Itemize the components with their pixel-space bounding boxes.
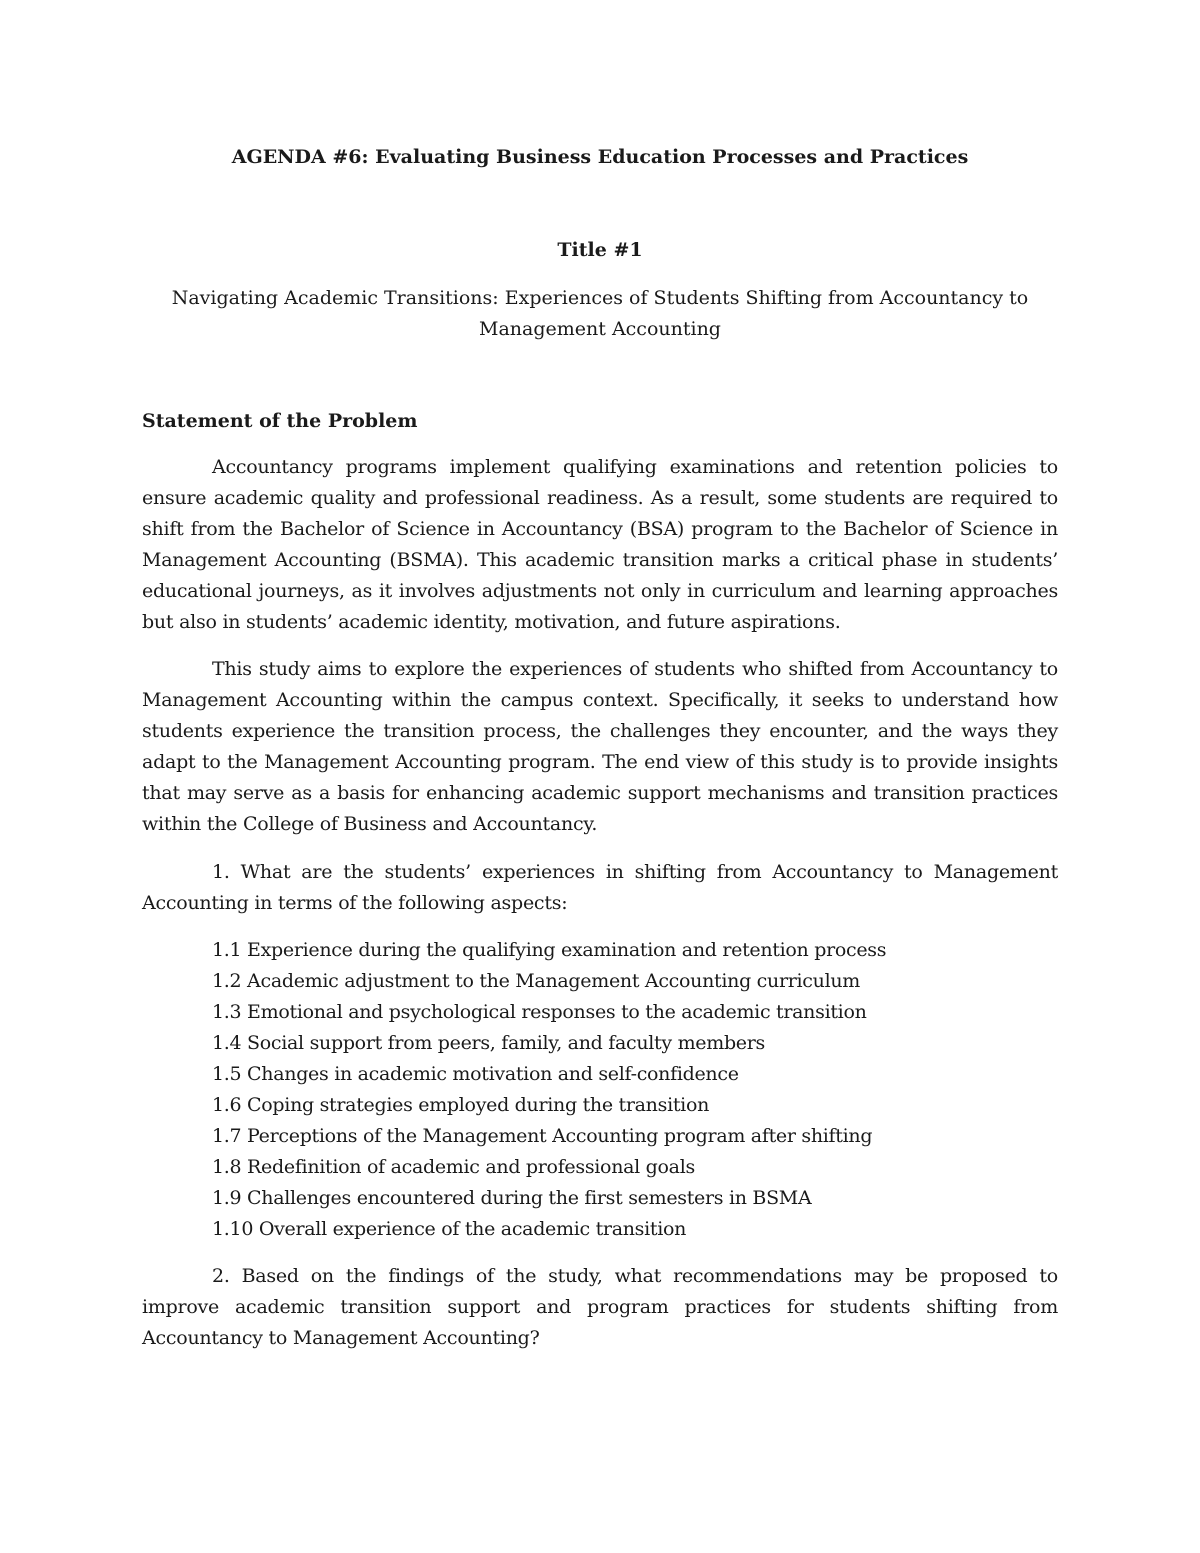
list-item: 1.1 Experience during the qualifying examination and retention process [212,939,887,961]
list-item: 1.6 Coping strategies employed during the transition [212,1094,710,1116]
list-item: 1.8 Redefinition of academic and professional goals [212,1156,695,1178]
list-item: 1.9 Challenges encountered during the first semesters in BSMA [212,1187,812,1209]
section-heading: Statement of the Problem [142,410,418,432]
study-title-line-1: Navigating Academic Transitions: Experiences of Students Shifting from Accountancy to [171,287,1029,309]
study-title [142,283,1058,345]
question-1-aspects-list [212,935,1058,1245]
title-label: Title #1 [557,239,643,261]
paragraph-study-aim: This study aims to explore the experiences of students who shifted from Accountancy to Management Accounting within the campus context. Specifically, it seeks to understand how students experience the transition process, the challenges they encounter, and the ways they adapt to the Management Accounting program. The end view of this study is to provide insights that may serve as a basis for enhancing academic support mechanisms and transition practices within the College of Business and Accountancy. [142,658,1058,835]
list-item: 1.10 Overall experience of the academic transition [212,1218,687,1240]
question-2: 2. Based on the findings of the study, what recommendations may be proposed to improve academic transition support and program practices for students shifting from Accountancy to Management Accounting? [142,1265,1058,1349]
question-1: 1. What are the students’ experiences in shifting from Accountancy to Management Accounting in terms of the following aspects: [142,861,1058,914]
agenda-heading: AGENDA #6: Evaluating Business Education Processes and Practices [231,146,969,168]
list-item: 1.2 Academic adjustment to the Management Accounting curriculum [212,970,860,992]
document-page [142,0,1058,1553]
study-title-line-2: Management Accounting [479,318,721,340]
list-item: 1.5 Changes in academic motivation and self-confidence [212,1063,739,1085]
list-item: 1.7 Perceptions of the Management Accounting program after shifting [212,1125,873,1147]
list-item: 1.3 Emotional and psychological responses to the academic transition [212,1001,867,1023]
list-item: 1.4 Social support from peers, family, and faculty members [212,1032,765,1054]
paragraph-background: Accountancy programs implement qualifying examinations and retention policies to ensure academic quality and professional readiness. As a result, some students are required to shift from the Bachelor of Science in Accountancy (BSA) program to the Bachelor of Science in Management Accounting (BSMA). This academic transition marks a critical phase in students’ educational journeys, as it involves adjustments not only in curriculum and learning approaches but also in students’ academic identity, motivation, and future aspirations. [142,456,1058,633]
